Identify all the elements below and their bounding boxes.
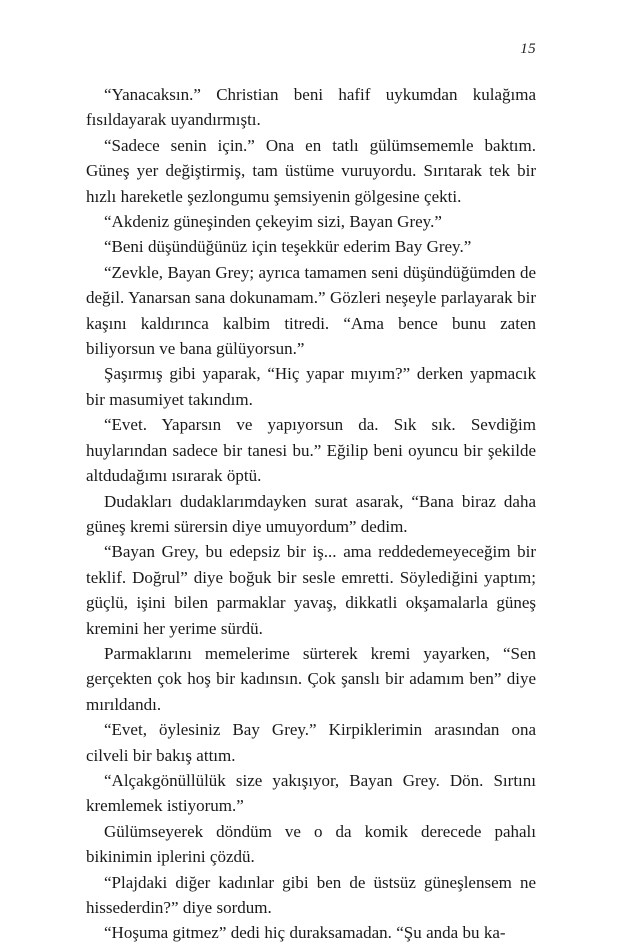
- paragraph: Parmaklarını memelerime sürterek kremi yayarken, “Sen gerçekten çok hoş bir kadınsın. Çok şanslı bir adamım ben” diye mırıldandı.: [86, 643, 536, 714]
- paragraph: “Zevkle, Bayan Grey; ayrıca tamamen seni düşündüğümden de değil. Yanarsan sana dokunamam.” Gözleri neşeyle parlayarak bir kaşını kaldırınca kalbim titredi. “Ama bence bunu zaten biliyorsun ve bana gülüyorsun.”: [86, 262, 536, 359]
- paragraph: Gülümseyerek döndüm ve o da komik derecede pahalı bikinimin iplerini çözdü.: [86, 821, 536, 867]
- body-text-block: [86, 82, 536, 946]
- paragraph: “Hoşuma gitmez” dedi hiç duraksamadan. “Şu anda bu ka-: [104, 923, 506, 943]
- paragraph: “Beni düşündüğünüz için teşekkür ederim Bay Grey.”: [104, 237, 472, 257]
- paragraph: “Plajdaki diğer kadınlar gibi ben de üstsüz güneşlensem ne hissederdin?” diye sordum.: [86, 872, 536, 917]
- paragraph: “Yanacaksın.” Christian beni hafif uykumdan kulağıma fısıldayarak uyandırmıştı.: [86, 85, 536, 130]
- paragraph: “Alçakgönüllülük size yakışıyor, Bayan Grey. Dön. Sırtını kremlemek istiyorum.”: [86, 770, 536, 816]
- paragraph: Şaşırmış gibi yaparak, “Hiç yapar mıyım?” derken yapmacık bir masumiyet takındım.: [86, 364, 536, 409]
- paragraph: “Evet. Yaparsın ve yapıyorsun da. Sık sık. Sevdiğim huylarından sadece bir tanesi bu.” Eğilip beni oyuncu bir şekilde altdudağımı ısırarak öptü.: [86, 415, 536, 486]
- paragraph: Dudakları dudaklarımdayken surat asarak, “Bana biraz daha güneş kremi sürersin diye umuyordum” dedim.: [86, 491, 536, 536]
- paragraph: “Akdeniz güneşinden çekeyim sizi, Bayan Grey.”: [104, 212, 442, 232]
- paragraph: “Evet, öylesiniz Bay Grey.” Kirpiklerimin arasından ona cilveli bir bakış attım.: [86, 720, 536, 765]
- paragraph: “Sadece senin için.” Ona en tatlı gülümsememle baktım. Güneş yer değiştirmiş, tam üstüme vuruyordu. Sırıtarak tek bir hızlı hareketle şezlongumu şemsiyenin gölgesine çekti.: [86, 135, 536, 206]
- page-number: 15: [520, 41, 536, 57]
- paragraph: “Bayan Grey, bu edepsiz bir iş... ama reddedemeyeceğim bir teklif. Doğrul” diye boğuk bir sesle emretti. Söylediğini yaptım; güçlü, işini bilen parmaklar yavaş, dikkatli okşamalarla güneş kremini her yerime sürdü.: [86, 542, 536, 638]
